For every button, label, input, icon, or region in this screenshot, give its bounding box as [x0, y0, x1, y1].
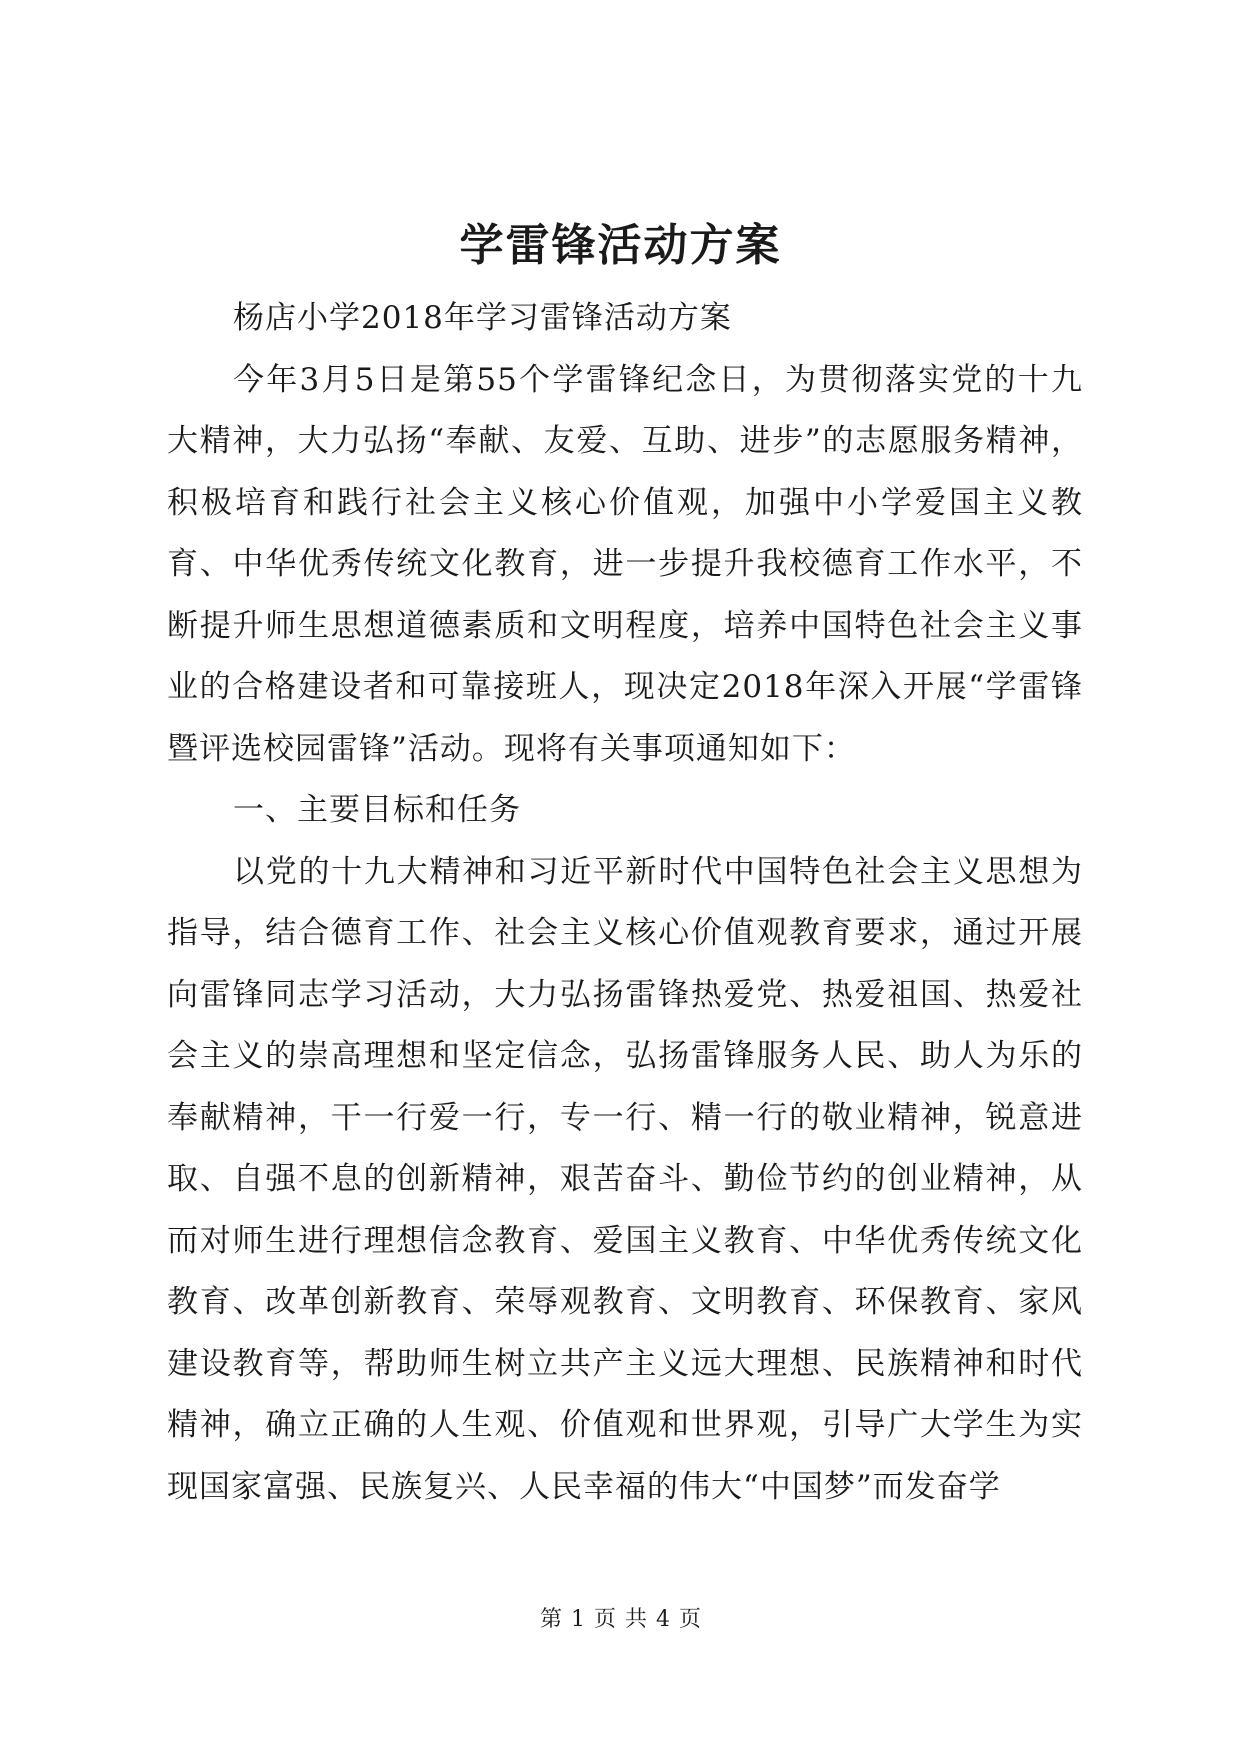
- page-footer: 第 1 页 共 4 页: [540, 1607, 701, 1632]
- paragraph-subtitle: 杨店小学2018年学习雷锋活动方案: [233, 300, 732, 336]
- paragraph-goals: 以党的十九大精神和习近平新时代中国特色社会主义思想为指导，结合德育工作、社会主义核心价值观教育要求，通过开展向雷锋同志学习活动，大力弘扬雷锋热爱党、热爱祖国、热爱社会主义的崇高理想和坚定信念，弘扬雷锋服务人民、助人为乐的奉献精神，干一行爱一行，专一行、精一行的敬业精神，锐意进取、自强不息的创新精神，艰苦奋斗、勤俭节约的创业精神，从而对师生进行理想信念教育、爱国主义教育、中华优秀传统文化教育、改革创新教育、荣辱观教育、文明教育、环保教育、家风建设教育等，帮助师生树立共产主义远大理想、民族精神和时代精神，确立正确的人生观、价值观和世界观，引导广大学生为实现国家富强、民族复兴、人民幸福的伟大“中国梦”而发奋学: [167, 853, 1083, 1505]
- document-body: [167, 288, 1083, 1518]
- section-heading: 一、主要目标和任务: [233, 792, 521, 828]
- paragraph-intro: 今年3月5日是第55个学雷锋纪念日，为贯彻落实党的十九大精神，大力弘扬“奉献、友爱、互助、进步”的志愿服务精神，积极培育和践行社会主义核心价值观，加强中小学爱国主义教育、中华优秀传统文化教育，进一步提升我校德育工作水平，不断提升师生思想道德素质和文明程度，培养中国特色社会主义事业的合格建设者和可靠接班人，现决定2018年深入开展“学雷锋暨评选校园雷锋”活动。现将有关事项通知如下：: [167, 361, 1083, 767]
- document-title: 学雷锋活动方案: [459, 220, 782, 271]
